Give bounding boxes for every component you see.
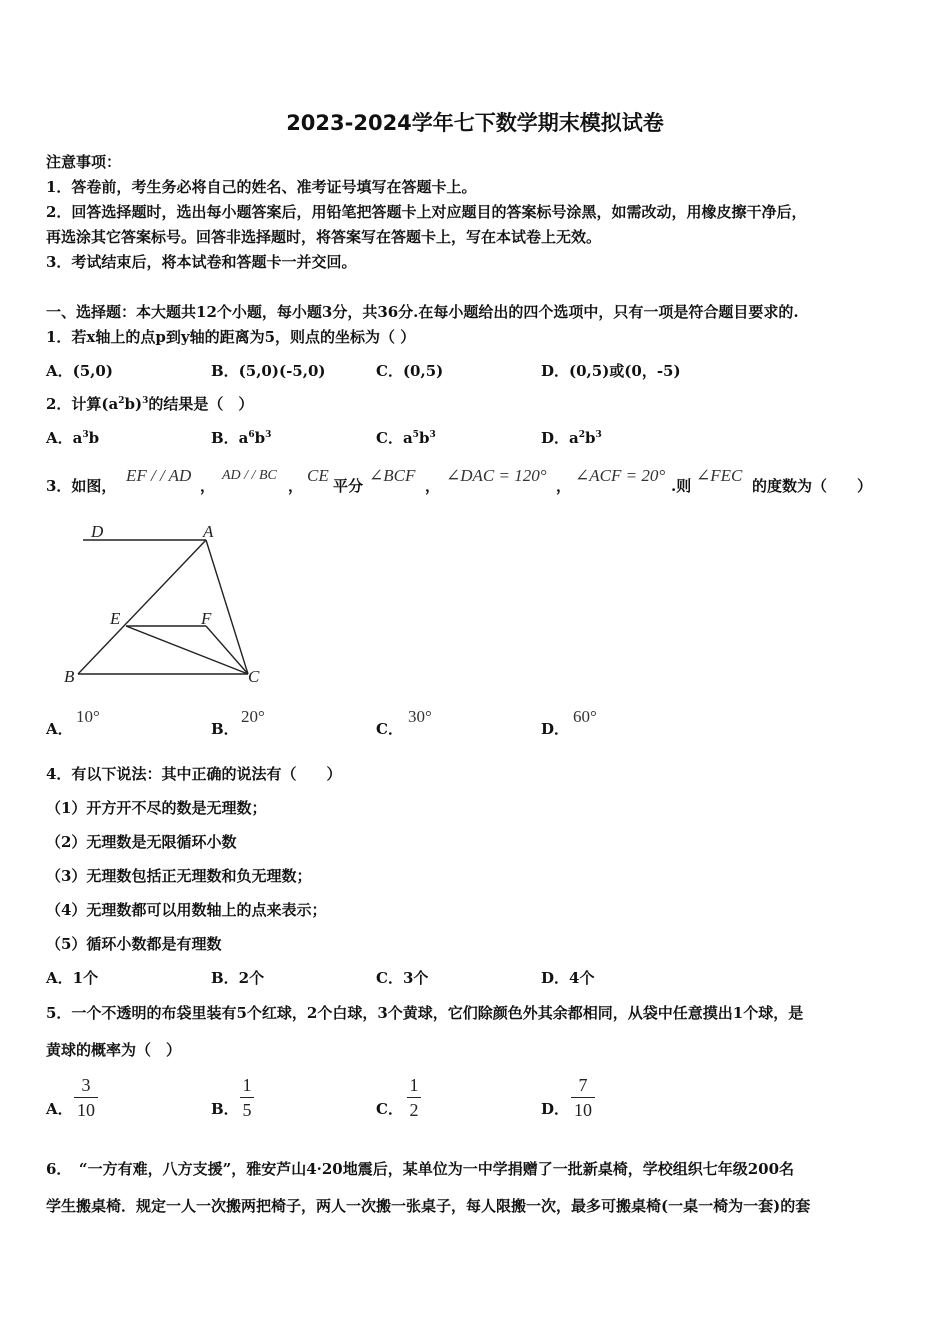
- q4-statement: （2）无理数是无限循环小数: [46, 833, 237, 851]
- question-4-stem: 4．有以下说法：其中正确的说法有（ ）: [46, 765, 342, 783]
- question-1-stem: 1．若x轴上的点p到y轴的距离为5，则点的坐标为（ ）: [46, 328, 416, 346]
- q3-text-then: .则: [671, 477, 692, 495]
- notice-item: 再选涂其它答案标号。回答非选择题时，将答案写在答题卡上，写在本试卷上无效。: [46, 228, 602, 246]
- q1-option-c: C．(0,5): [376, 362, 444, 380]
- q3-option-b-label: B．: [211, 720, 239, 738]
- q4-option-d: D．4个: [541, 969, 595, 987]
- line-ac: [206, 540, 248, 674]
- comma: ，: [288, 477, 304, 495]
- q4-statement: （5）循环小数都是有理数: [46, 935, 222, 953]
- q3-suffix: 的度数为（ ）: [752, 477, 873, 495]
- q3-math-fec: ∠FEC: [696, 466, 743, 485]
- label-d: D: [91, 522, 104, 541]
- section-heading: 一、选择题：本大题共12个小题，每小题3分，共36分.在每小题给出的四个选项中，只有一项是符合题目要求的.: [46, 303, 799, 321]
- q3-math-acf: ∠ACF = 20°: [575, 466, 666, 485]
- q3-option-c-value: 30°: [408, 707, 432, 726]
- question-5-line2: 黄球的概率为（ ）: [46, 1041, 182, 1059]
- notice-item: 2．回答选择题时，选出每小题答案后，用铅笔把答题卡上对应题目的答案标号涂黑，如需改动，用橡皮擦干净后，: [46, 203, 807, 221]
- label-f: F: [201, 609, 212, 628]
- page-title: 2023-2024学年七下数学期末模拟试卷: [286, 111, 664, 135]
- comma: ，: [556, 477, 572, 495]
- label-a: A: [203, 522, 214, 541]
- q3-option-a-label: A．: [46, 720, 73, 738]
- q1-option-a: A．(5,0): [46, 362, 113, 380]
- label-c: C: [248, 667, 260, 686]
- q3-math-ef-ad: EF / / AD: [126, 466, 192, 485]
- question-5-line1: 5．一个不透明的布袋里装有5个红球，2个白球，3个黄球，它们除颜色外其余都相同，从袋中任意摸出1个球，是: [46, 1004, 804, 1022]
- q3-option-d-value: 60°: [573, 707, 597, 726]
- line-ec: [126, 626, 248, 674]
- q3-option-c-label: C．: [376, 720, 403, 738]
- q4-option-a: A．1个: [46, 969, 99, 987]
- q3-math-dac: ∠DAC = 120°: [446, 466, 547, 485]
- q4-statement: （3）无理数包括正无理数和负无理数；: [46, 867, 312, 885]
- q5-option-d-fraction: 7 10: [571, 1074, 595, 1121]
- line-ab: [78, 540, 206, 674]
- q2-option-b: B．$a^6b^3$: [211, 429, 272, 447]
- q2-option-d: D．$a^2b^3$: [541, 429, 602, 447]
- notice-item: 3．考试结束后，将本试卷和答题卡一并交回。: [46, 253, 357, 271]
- q3-option-a-value: 10°: [76, 707, 100, 726]
- q1-option-b: B．(5,0)(-5,0): [211, 362, 326, 380]
- q3-option-d-label: D．: [541, 720, 570, 738]
- q3-math-ad-bc: AD / / BC: [222, 468, 277, 483]
- q5-option-b-fraction: 1 5: [240, 1074, 254, 1121]
- q5-option-a-label: A．: [46, 1100, 73, 1118]
- question-6-line1: 6． “一方有难，八方支援”，雅安芦山4·20地震后，某单位为一中学捐赠了一批新桌椅，学校组织七年级200名: [46, 1160, 795, 1178]
- q5-option-c-label: C．: [376, 1100, 403, 1118]
- q2-option-a: A．$a^3b$: [46, 429, 100, 447]
- q4-statement: （4）无理数都可以用数轴上的点来表示；: [46, 901, 327, 919]
- question-3-prefix: 3．如图，: [46, 477, 117, 495]
- q2-option-c: C．$a^5b^3$: [376, 429, 436, 447]
- question-2-stem: 2．计算$(a^2b)^3$的结果是（ ）: [46, 395, 254, 413]
- label-e: E: [110, 609, 121, 628]
- label-b: B: [64, 667, 75, 686]
- q3-text-bisect: 平分: [333, 477, 364, 495]
- q5-option-c-fraction: 1 2: [407, 1074, 421, 1121]
- q4-statement: （1）开方开不尽的数是无理数；: [46, 799, 267, 817]
- q3-option-b-value: 20°: [241, 707, 265, 726]
- q3-math-ce: CE: [307, 466, 329, 485]
- question-6-line2: 学生搬桌椅．规定一人一次搬两把椅子，两人一次搬一张桌子，每人限搬一次，最多可搬桌椅(一桌一椅为一套)的套: [46, 1197, 811, 1215]
- comma: ，: [200, 477, 216, 495]
- q3-math-bcf: ∠BCF: [369, 466, 416, 485]
- q5-option-b-label: B．: [211, 1100, 239, 1118]
- geometry-figure: [58, 518, 268, 693]
- q1-option-d: D．(0,5)或(0，-5): [541, 362, 681, 380]
- notice-heading: 注意事项：: [46, 153, 122, 171]
- q5-option-a-fraction: 3 10: [74, 1074, 98, 1121]
- line-fc: [206, 626, 248, 674]
- q5-option-d-label: D．: [541, 1100, 570, 1118]
- q4-option-b: B．2个: [211, 969, 265, 987]
- q4-option-c: C．3个: [376, 969, 429, 987]
- notice-item: 1．答卷前，考生务必将自己的姓名、准考证号填写在答题卡上。: [46, 178, 477, 196]
- comma: ，: [425, 477, 441, 495]
